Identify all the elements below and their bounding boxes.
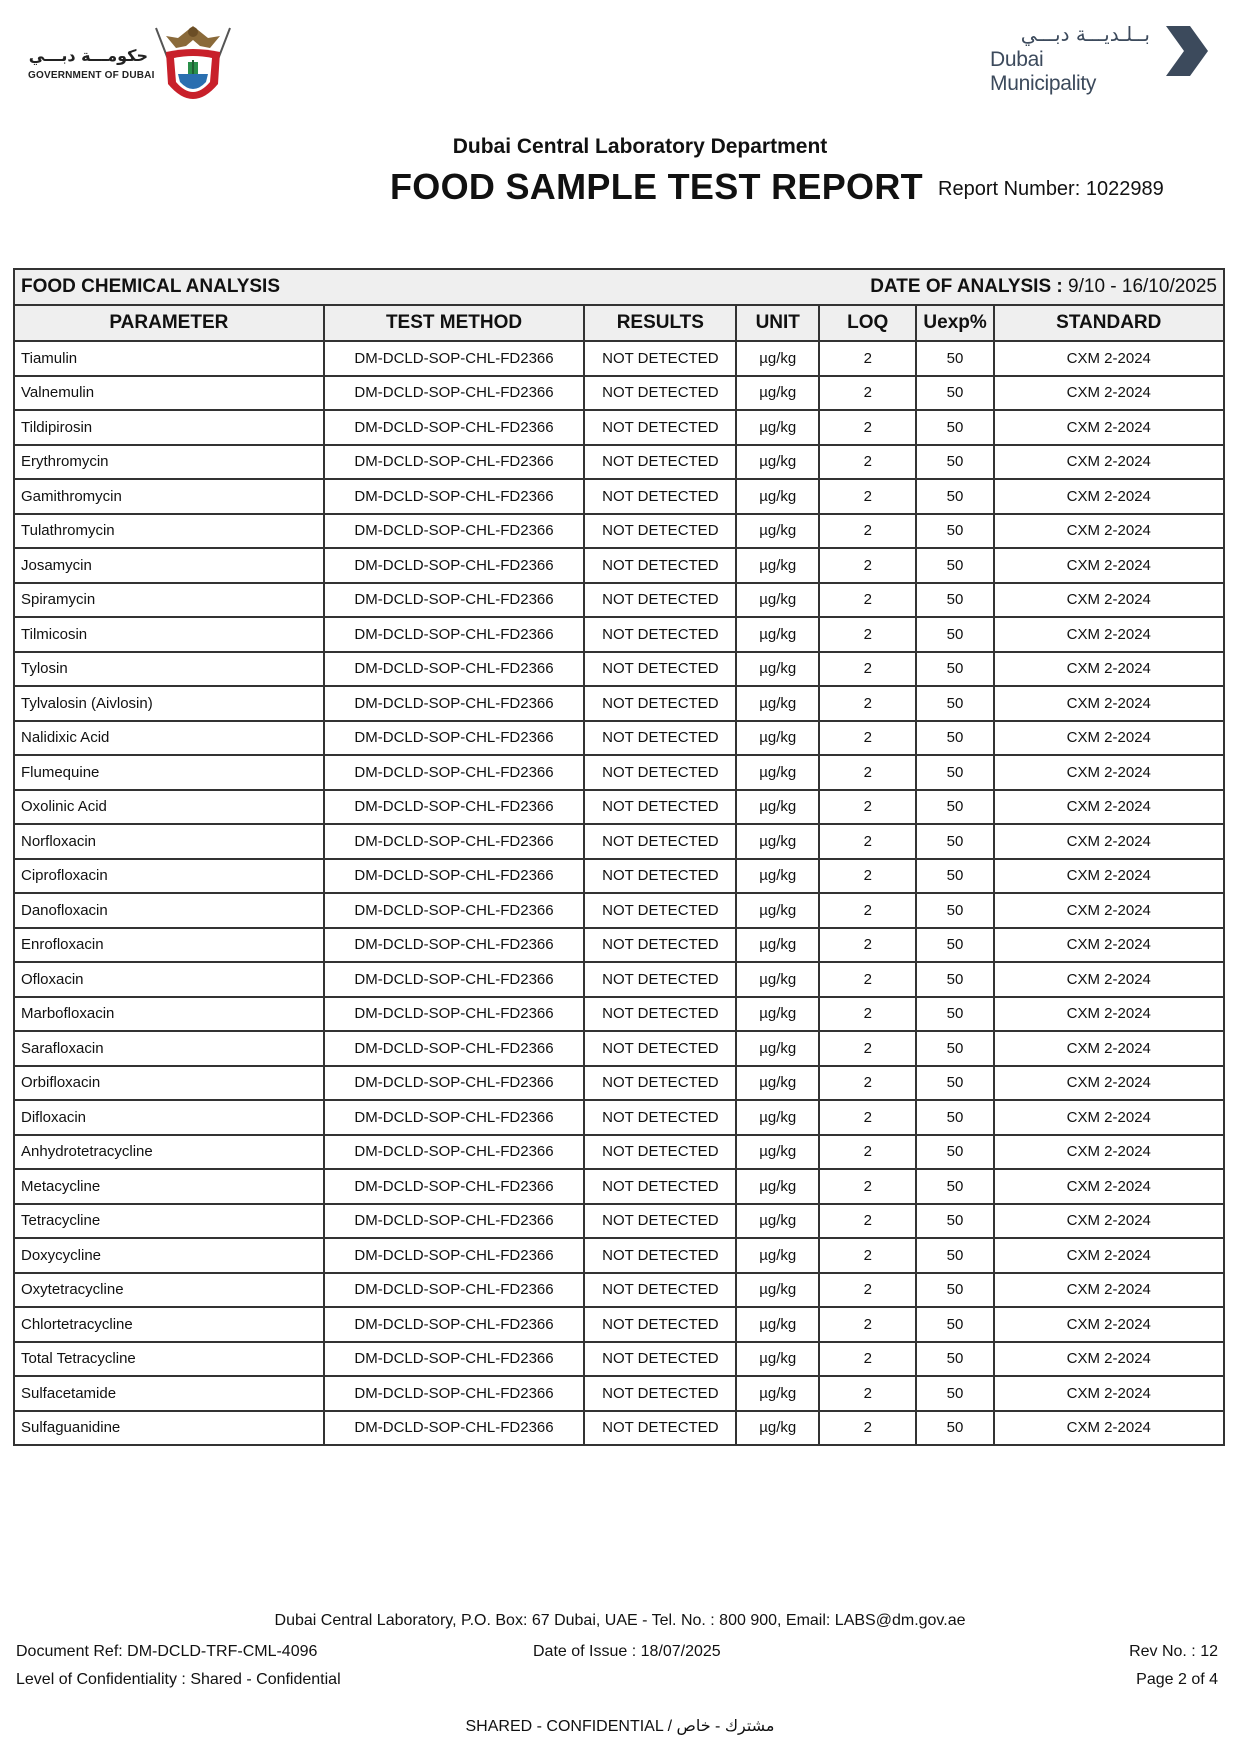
date-of-analysis-label: DATE OF ANALYSIS : <box>870 276 1063 297</box>
report-number-value: 1022989 <box>1085 178 1164 200</box>
table-row <box>14 790 1224 825</box>
table-row <box>14 962 1224 997</box>
cell-loq: 2 <box>819 1204 916 1239</box>
cell-standard: CXM 2-2024 <box>994 514 1224 549</box>
cell-results: NOT DETECTED <box>584 824 736 859</box>
cell-results: NOT DETECTED <box>584 1376 736 1411</box>
table-row <box>14 583 1224 618</box>
cell-loq: 2 <box>819 341 916 376</box>
cell-test-method: DM-DCLD-SOP-CHL-FD2366 <box>324 479 585 514</box>
cell-uexp: 50 <box>916 1066 993 1101</box>
cell-uexp: 50 <box>916 583 993 618</box>
dm-logo-arabic: بــلـديـــة دبـــي <box>1020 22 1150 46</box>
cell-results: NOT DETECTED <box>584 548 736 583</box>
cell-standard: CXM 2-2024 <box>994 1204 1224 1239</box>
cell-test-method: DM-DCLD-SOP-CHL-FD2366 <box>324 1307 585 1342</box>
cell-results: NOT DETECTED <box>584 1307 736 1342</box>
cell-results: NOT DETECTED <box>584 1342 736 1377</box>
dubai-municipality-logo <box>990 22 1210 95</box>
table-row <box>14 755 1224 790</box>
report-number-label: Report Number: <box>938 178 1081 200</box>
column-header-loq: LOQ <box>819 305 916 341</box>
cell-unit: µg/kg <box>736 1411 819 1446</box>
table-row <box>14 445 1224 480</box>
cell-test-method: DM-DCLD-SOP-CHL-FD2366 <box>324 790 585 825</box>
column-header-uexp: Uexp% <box>916 305 993 341</box>
document-ref: Document Ref: DM-DCLD-TRF-CML-4096 <box>16 1643 318 1660</box>
cell-test-method: DM-DCLD-SOP-CHL-FD2366 <box>324 824 585 859</box>
cell-standard: CXM 2-2024 <box>994 1169 1224 1204</box>
cell-loq: 2 <box>819 1238 916 1273</box>
table-row <box>14 1204 1224 1239</box>
cell-results: NOT DETECTED <box>584 790 736 825</box>
cell-loq: 2 <box>819 824 916 859</box>
cell-parameter: Difloxacin <box>14 1100 324 1135</box>
cell-unit: µg/kg <box>736 1066 819 1101</box>
cell-standard: CXM 2-2024 <box>994 1066 1224 1101</box>
table-row <box>14 686 1224 721</box>
table-row <box>14 479 1224 514</box>
cell-unit: µg/kg <box>736 548 819 583</box>
cell-test-method: DM-DCLD-SOP-CHL-FD2366 <box>324 376 585 411</box>
cell-loq: 2 <box>819 1169 916 1204</box>
cell-test-method: DM-DCLD-SOP-CHL-FD2366 <box>324 962 585 997</box>
cell-parameter: Doxycycline <box>14 1238 324 1273</box>
cell-parameter: Nalidixic Acid <box>14 721 324 756</box>
cell-loq: 2 <box>819 410 916 445</box>
column-header-test-method: TEST METHOD <box>324 305 585 341</box>
table-row <box>14 893 1224 928</box>
cell-parameter: Anhydrotetracycline <box>14 1135 324 1170</box>
cell-loq: 2 <box>819 859 916 894</box>
cell-standard: CXM 2-2024 <box>994 479 1224 514</box>
cell-uexp: 50 <box>916 1342 993 1377</box>
cell-loq: 2 <box>819 893 916 928</box>
cell-uexp: 50 <box>916 1135 993 1170</box>
cell-unit: µg/kg <box>736 652 819 687</box>
table-row <box>14 1238 1224 1273</box>
table-row <box>14 1031 1224 1066</box>
cell-results: NOT DETECTED <box>584 514 736 549</box>
cell-uexp: 50 <box>916 893 993 928</box>
cell-test-method: DM-DCLD-SOP-CHL-FD2366 <box>324 928 585 963</box>
cell-standard: CXM 2-2024 <box>994 1273 1224 1308</box>
section-title: FOOD CHEMICAL ANALYSIS <box>21 276 280 297</box>
cell-test-method: DM-DCLD-SOP-CHL-FD2366 <box>324 755 585 790</box>
cell-parameter: Spiramycin <box>14 583 324 618</box>
cell-test-method: DM-DCLD-SOP-CHL-FD2366 <box>324 1169 585 1204</box>
cell-standard: CXM 2-2024 <box>994 652 1224 687</box>
cell-test-method: DM-DCLD-SOP-CHL-FD2366 <box>324 1411 585 1446</box>
cell-parameter: Tylvalosin (Aivlosin) <box>14 686 324 721</box>
table-row <box>14 1100 1224 1135</box>
cell-parameter: Sulfaguanidine <box>14 1411 324 1446</box>
cell-parameter: Tylosin <box>14 652 324 687</box>
cell-unit: µg/kg <box>736 790 819 825</box>
cell-unit: µg/kg <box>736 859 819 894</box>
table-row <box>14 1307 1224 1342</box>
cell-uexp: 50 <box>916 445 993 480</box>
cell-parameter: Ciprofloxacin <box>14 859 324 894</box>
cell-results: NOT DETECTED <box>584 479 736 514</box>
cell-standard: CXM 2-2024 <box>994 997 1224 1032</box>
table-row <box>14 341 1224 376</box>
cell-results: NOT DETECTED <box>584 410 736 445</box>
cell-standard: CXM 2-2024 <box>994 928 1224 963</box>
cell-results: NOT DETECTED <box>584 721 736 756</box>
table-row <box>14 1273 1224 1308</box>
table-row <box>14 997 1224 1032</box>
cell-results: NOT DETECTED <box>584 341 736 376</box>
cell-test-method: DM-DCLD-SOP-CHL-FD2366 <box>324 1376 585 1411</box>
report-title: FOOD SAMPLE TEST REPORT <box>390 166 923 207</box>
cell-test-method: DM-DCLD-SOP-CHL-FD2366 <box>324 548 585 583</box>
cell-uexp: 50 <box>916 1204 993 1239</box>
dm-logo-english: Dubai Municipality <box>990 48 1097 95</box>
department-name: Dubai Central Laboratory Department <box>452 135 828 158</box>
cell-parameter: Chlortetracycline <box>14 1307 324 1342</box>
cell-unit: µg/kg <box>736 1342 819 1377</box>
table-row <box>14 859 1224 894</box>
date-of-analysis-value: 9/10 - 16/10/2025 <box>1068 276 1217 297</box>
cell-uexp: 50 <box>916 376 993 411</box>
cell-uexp: 50 <box>916 1273 993 1308</box>
gov-logo-english: GOVERNMENT OF DUBAI <box>28 70 155 81</box>
table-row <box>14 721 1224 756</box>
cell-loq: 2 <box>819 721 916 756</box>
cell-uexp: 50 <box>916 548 993 583</box>
gov-logo-arabic: حكومـــة دبـــي <box>28 46 148 65</box>
cell-results: NOT DETECTED <box>584 617 736 652</box>
table-row <box>14 617 1224 652</box>
cell-unit: µg/kg <box>736 893 819 928</box>
date-of-analysis <box>870 276 1217 298</box>
cell-parameter: Danofloxacin <box>14 893 324 928</box>
cell-results: NOT DETECTED <box>584 755 736 790</box>
cell-standard: CXM 2-2024 <box>994 1031 1224 1066</box>
cell-results: NOT DETECTED <box>584 652 736 687</box>
cell-uexp: 50 <box>916 1238 993 1273</box>
cell-unit: µg/kg <box>736 1204 819 1239</box>
cell-loq: 2 <box>819 583 916 618</box>
table-row <box>14 1066 1224 1101</box>
cell-unit: µg/kg <box>736 1238 819 1273</box>
table-row <box>14 824 1224 859</box>
cell-uexp: 50 <box>916 1307 993 1342</box>
cell-loq: 2 <box>819 997 916 1032</box>
cell-parameter: Valnemulin <box>14 376 324 411</box>
cell-loq: 2 <box>819 1342 916 1377</box>
column-header-unit: UNIT <box>736 305 819 341</box>
cell-uexp: 50 <box>916 652 993 687</box>
cell-parameter: Tulathromycin <box>14 514 324 549</box>
cell-test-method: DM-DCLD-SOP-CHL-FD2366 <box>324 1342 585 1377</box>
cell-test-method: DM-DCLD-SOP-CHL-FD2366 <box>324 583 585 618</box>
cell-standard: CXM 2-2024 <box>994 341 1224 376</box>
government-of-dubai-logo <box>28 18 238 114</box>
cell-test-method: DM-DCLD-SOP-CHL-FD2366 <box>324 341 585 376</box>
dm-chevron-icon <box>1162 24 1210 78</box>
page-number: Page 2 of 4 <box>1136 1671 1218 1688</box>
cell-test-method: DM-DCLD-SOP-CHL-FD2366 <box>324 1066 585 1101</box>
cell-standard: CXM 2-2024 <box>994 893 1224 928</box>
cell-standard: CXM 2-2024 <box>994 583 1224 618</box>
table-row <box>14 1135 1224 1170</box>
cell-standard: CXM 2-2024 <box>994 962 1224 997</box>
cell-loq: 2 <box>819 1135 916 1170</box>
cell-uexp: 50 <box>916 410 993 445</box>
table-row <box>14 1411 1224 1446</box>
table-row <box>14 1376 1224 1411</box>
cell-results: NOT DETECTED <box>584 376 736 411</box>
cell-unit: µg/kg <box>736 1273 819 1308</box>
column-header-results: RESULTS <box>584 305 736 341</box>
cell-unit: µg/kg <box>736 997 819 1032</box>
cell-test-method: DM-DCLD-SOP-CHL-FD2366 <box>324 997 585 1032</box>
cell-results: NOT DETECTED <box>584 1238 736 1273</box>
cell-loq: 2 <box>819 1031 916 1066</box>
cell-uexp: 50 <box>916 1100 993 1135</box>
date-of-issue: Date of Issue : 18/07/2025 <box>533 1643 721 1660</box>
cell-results: NOT DETECTED <box>584 962 736 997</box>
cell-parameter: Norfloxacin <box>14 824 324 859</box>
cell-results: NOT DETECTED <box>584 1411 736 1446</box>
table-row <box>14 928 1224 963</box>
cell-loq: 2 <box>819 686 916 721</box>
cell-test-method: DM-DCLD-SOP-CHL-FD2366 <box>324 410 585 445</box>
cell-parameter: Erythromycin <box>14 445 324 480</box>
cell-standard: CXM 2-2024 <box>994 1376 1224 1411</box>
cell-standard: CXM 2-2024 <box>994 790 1224 825</box>
cell-test-method: DM-DCLD-SOP-CHL-FD2366 <box>324 1238 585 1273</box>
cell-unit: µg/kg <box>736 721 819 756</box>
footer-address: Dubai Central Laboratory, P.O. Box: 67 Dubai, UAE - Tel. No. : 800 900, Email: LABS@dm.gov.ae <box>274 1612 966 1629</box>
cell-test-method: DM-DCLD-SOP-CHL-FD2366 <box>324 1273 585 1308</box>
cell-unit: µg/kg <box>736 583 819 618</box>
column-header-parameter: PARAMETER <box>14 305 324 341</box>
table-row <box>14 1169 1224 1204</box>
cell-uexp: 50 <box>916 479 993 514</box>
cell-parameter: Sulfacetamide <box>14 1376 324 1411</box>
cell-loq: 2 <box>819 790 916 825</box>
cell-results: NOT DETECTED <box>584 1100 736 1135</box>
cell-uexp: 50 <box>916 859 993 894</box>
cell-standard: CXM 2-2024 <box>994 445 1224 480</box>
cell-standard: CXM 2-2024 <box>994 617 1224 652</box>
cell-unit: µg/kg <box>736 1135 819 1170</box>
cell-uexp: 50 <box>916 1169 993 1204</box>
cell-results: NOT DETECTED <box>584 1169 736 1204</box>
cell-test-method: DM-DCLD-SOP-CHL-FD2366 <box>324 617 585 652</box>
cell-standard: CXM 2-2024 <box>994 1238 1224 1273</box>
cell-unit: µg/kg <box>736 617 819 652</box>
cell-results: NOT DETECTED <box>584 859 736 894</box>
cell-loq: 2 <box>819 548 916 583</box>
cell-standard: CXM 2-2024 <box>994 1411 1224 1446</box>
cell-parameter: Total Tetracycline <box>14 1342 324 1377</box>
cell-unit: µg/kg <box>736 514 819 549</box>
cell-test-method: DM-DCLD-SOP-CHL-FD2366 <box>324 1100 585 1135</box>
cell-uexp: 50 <box>916 962 993 997</box>
cell-parameter: Tetracycline <box>14 1204 324 1239</box>
cell-test-method: DM-DCLD-SOP-CHL-FD2366 <box>324 1135 585 1170</box>
cell-unit: µg/kg <box>736 376 819 411</box>
cell-loq: 2 <box>819 928 916 963</box>
cell-standard: CXM 2-2024 <box>994 376 1224 411</box>
cell-parameter: Orbifloxacin <box>14 1066 324 1101</box>
table-row <box>14 548 1224 583</box>
section-header-row <box>14 269 1224 305</box>
cell-uexp: 50 <box>916 790 993 825</box>
cell-standard: CXM 2-2024 <box>994 410 1224 445</box>
cell-loq: 2 <box>819 514 916 549</box>
cell-loq: 2 <box>819 1066 916 1101</box>
cell-uexp: 50 <box>916 1411 993 1446</box>
cell-parameter: Tilmicosin <box>14 617 324 652</box>
cell-test-method: DM-DCLD-SOP-CHL-FD2366 <box>324 859 585 894</box>
cell-unit: µg/kg <box>736 410 819 445</box>
cell-standard: CXM 2-2024 <box>994 1342 1224 1377</box>
table-row <box>14 376 1224 411</box>
cell-results: NOT DETECTED <box>584 1031 736 1066</box>
cell-parameter: Josamycin <box>14 548 324 583</box>
cell-parameter: Metacycline <box>14 1169 324 1204</box>
report-number <box>938 178 1164 201</box>
cell-test-method: DM-DCLD-SOP-CHL-FD2366 <box>324 514 585 549</box>
cell-test-method: DM-DCLD-SOP-CHL-FD2366 <box>324 721 585 756</box>
cell-unit: µg/kg <box>736 445 819 480</box>
column-header-standard: STANDARD <box>994 305 1224 341</box>
cell-parameter: Oxolinic Acid <box>14 790 324 825</box>
cell-loq: 2 <box>819 376 916 411</box>
cell-loq: 2 <box>819 1307 916 1342</box>
cell-standard: CXM 2-2024 <box>994 755 1224 790</box>
table-row <box>14 652 1224 687</box>
table-row <box>14 514 1224 549</box>
cell-uexp: 50 <box>916 617 993 652</box>
cell-loq: 2 <box>819 479 916 514</box>
cell-uexp: 50 <box>916 341 993 376</box>
cell-results: NOT DETECTED <box>584 1066 736 1101</box>
cell-standard: CXM 2-2024 <box>994 859 1224 894</box>
column-header-row <box>14 305 1224 341</box>
cell-uexp: 50 <box>916 928 993 963</box>
cell-loq: 2 <box>819 617 916 652</box>
cell-loq: 2 <box>819 755 916 790</box>
cell-parameter: Sarafloxacin <box>14 1031 324 1066</box>
cell-results: NOT DETECTED <box>584 928 736 963</box>
cell-test-method: DM-DCLD-SOP-CHL-FD2366 <box>324 686 585 721</box>
shared-confidential-label: SHARED - CONFIDENTIAL / مشترك - خاص <box>465 1718 775 1735</box>
cell-uexp: 50 <box>916 1376 993 1411</box>
cell-test-method: DM-DCLD-SOP-CHL-FD2366 <box>324 652 585 687</box>
table-row <box>14 410 1224 445</box>
cell-parameter: Tildipirosin <box>14 410 324 445</box>
cell-unit: µg/kg <box>736 824 819 859</box>
cell-results: NOT DETECTED <box>584 445 736 480</box>
cell-loq: 2 <box>819 962 916 997</box>
cell-unit: µg/kg <box>736 1031 819 1066</box>
cell-results: NOT DETECTED <box>584 583 736 618</box>
cell-unit: µg/kg <box>736 1169 819 1204</box>
cell-parameter: Gamithromycin <box>14 479 324 514</box>
cell-unit: µg/kg <box>736 928 819 963</box>
cell-parameter: Flumequine <box>14 755 324 790</box>
cell-unit: µg/kg <box>736 686 819 721</box>
cell-test-method: DM-DCLD-SOP-CHL-FD2366 <box>324 1204 585 1239</box>
cell-loq: 2 <box>819 445 916 480</box>
cell-standard: CXM 2-2024 <box>994 824 1224 859</box>
cell-results: NOT DETECTED <box>584 1135 736 1170</box>
falcon-emblem-icon <box>148 18 238 114</box>
cell-parameter: Enrofloxacin <box>14 928 324 963</box>
cell-unit: µg/kg <box>736 755 819 790</box>
cell-test-method: DM-DCLD-SOP-CHL-FD2366 <box>324 1031 585 1066</box>
cell-uexp: 50 <box>916 824 993 859</box>
cell-standard: CXM 2-2024 <box>994 1135 1224 1170</box>
cell-uexp: 50 <box>916 721 993 756</box>
cell-unit: µg/kg <box>736 962 819 997</box>
cell-results: NOT DETECTED <box>584 686 736 721</box>
cell-parameter: Marbofloxacin <box>14 997 324 1032</box>
cell-uexp: 50 <box>916 686 993 721</box>
cell-standard: CXM 2-2024 <box>994 548 1224 583</box>
cell-test-method: DM-DCLD-SOP-CHL-FD2366 <box>324 445 585 480</box>
cell-unit: µg/kg <box>736 1307 819 1342</box>
cell-test-method: DM-DCLD-SOP-CHL-FD2366 <box>324 893 585 928</box>
cell-loq: 2 <box>819 652 916 687</box>
revision-number: Rev No. : 12 <box>1129 1643 1218 1660</box>
cell-standard: CXM 2-2024 <box>994 686 1224 721</box>
cell-uexp: 50 <box>916 514 993 549</box>
cell-results: NOT DETECTED <box>584 1204 736 1239</box>
cell-results: NOT DETECTED <box>584 1273 736 1308</box>
cell-loq: 2 <box>819 1273 916 1308</box>
cell-loq: 2 <box>819 1376 916 1411</box>
cell-loq: 2 <box>819 1100 916 1135</box>
cell-parameter: Tiamulin <box>14 341 324 376</box>
cell-standard: CXM 2-2024 <box>994 1100 1224 1135</box>
cell-uexp: 50 <box>916 1031 993 1066</box>
cell-unit: µg/kg <box>736 479 819 514</box>
analysis-table <box>13 268 1225 1446</box>
table-row <box>14 1342 1224 1377</box>
cell-unit: µg/kg <box>736 1100 819 1135</box>
cell-parameter: Ofloxacin <box>14 962 324 997</box>
confidentiality-level: Level of Confidentiality : Shared - Confidential <box>16 1671 341 1688</box>
cell-standard: CXM 2-2024 <box>994 721 1224 756</box>
cell-loq: 2 <box>819 1411 916 1446</box>
cell-standard: CXM 2-2024 <box>994 1307 1224 1342</box>
cell-results: NOT DETECTED <box>584 893 736 928</box>
cell-uexp: 50 <box>916 997 993 1032</box>
cell-unit: µg/kg <box>736 341 819 376</box>
cell-uexp: 50 <box>916 755 993 790</box>
cell-unit: µg/kg <box>736 1376 819 1411</box>
cell-results: NOT DETECTED <box>584 997 736 1032</box>
cell-parameter: Oxytetracycline <box>14 1273 324 1308</box>
